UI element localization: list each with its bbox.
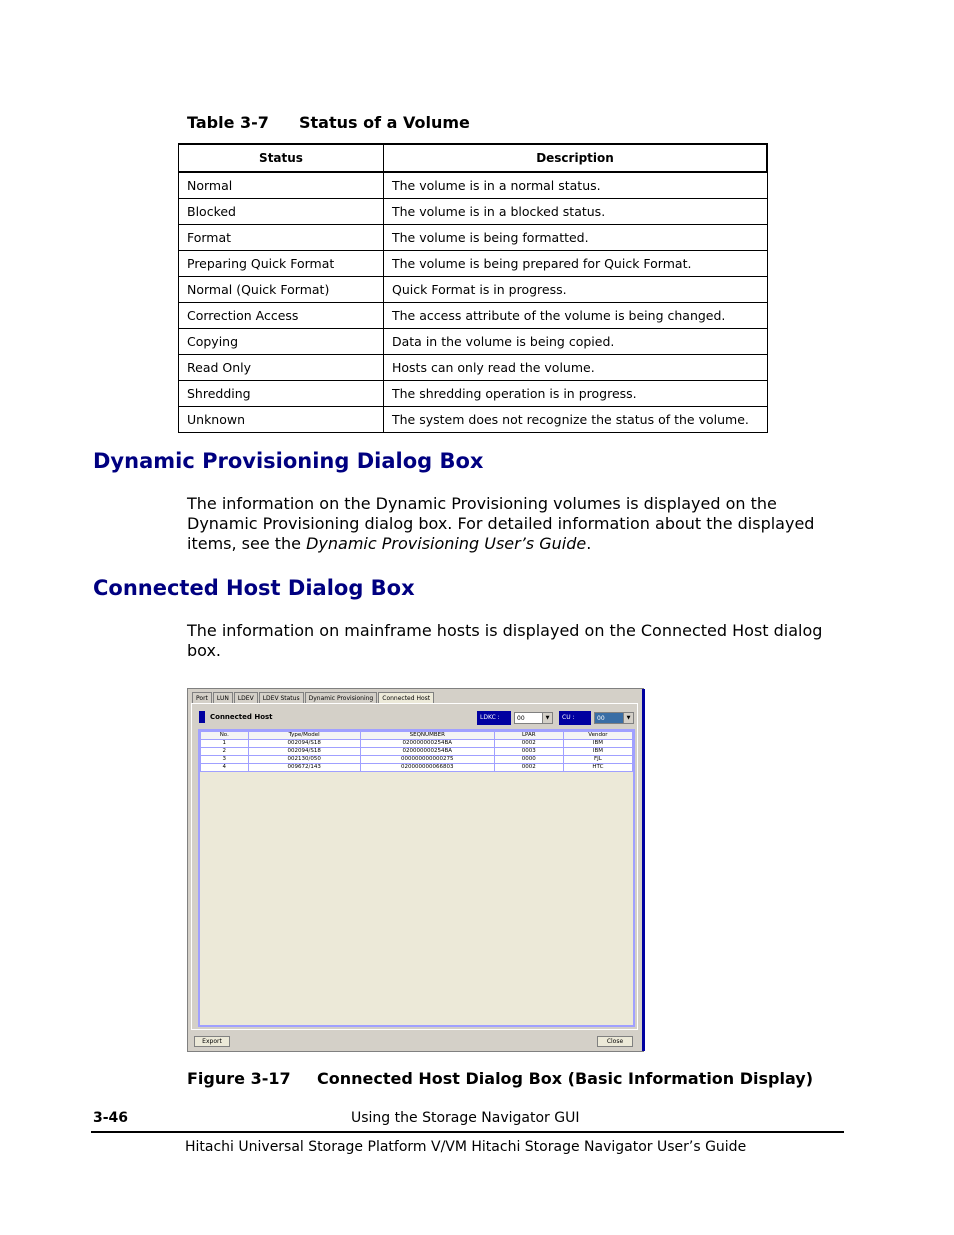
paragraph-end: .	[586, 534, 592, 553]
column-header-status: Status	[179, 144, 384, 172]
column-header[interactable]: LPAR	[494, 732, 563, 740]
host-cell: 3	[201, 756, 249, 764]
status-cell: Read Only	[179, 355, 384, 381]
table-row	[179, 407, 768, 433]
tab-port[interactable]: Port	[192, 692, 212, 704]
host-cell: 002094/S18	[248, 740, 360, 748]
status-cell: Unknown	[179, 407, 384, 433]
figure-caption	[187, 1069, 813, 1088]
host-cell: HTC	[563, 764, 632, 772]
description-cell: The access attribute of the volume is being changed.	[384, 303, 768, 329]
column-header-description: Description	[384, 144, 768, 172]
close-button[interactable]: Close	[597, 1036, 633, 1047]
table-row	[179, 355, 768, 381]
table-row	[179, 381, 768, 407]
description-cell: Data in the volume is being copied.	[384, 329, 768, 355]
table-caption	[187, 113, 470, 132]
host-cell: 020000000254BA	[360, 740, 494, 748]
host-cell: 002094/S18	[248, 748, 360, 756]
status-cell: Preparing Quick Format	[179, 251, 384, 277]
host-cell: 020000000066803	[360, 764, 494, 772]
cu-label: CU :	[559, 711, 591, 725]
status-cell: Format	[179, 225, 384, 251]
host-cell: FJL	[563, 756, 632, 764]
host-cell: IBM	[563, 740, 632, 748]
status-cell: Normal	[179, 172, 384, 199]
description-cell: Quick Format is in progress.	[384, 277, 768, 303]
table-row	[179, 172, 768, 199]
table-row	[179, 303, 768, 329]
guide-reference: Dynamic Provisioning User’s Guide	[306, 534, 587, 553]
table-row	[179, 277, 768, 303]
ldkc-select[interactable]	[514, 712, 553, 724]
status-cell: Correction Access	[179, 303, 384, 329]
host-row[interactable]	[201, 748, 633, 756]
column-header[interactable]: Type/Model	[248, 732, 360, 740]
description-cell: The volume is in a normal status.	[384, 172, 768, 199]
host-cell: 002130/050	[248, 756, 360, 764]
page-number: 3-46	[93, 1110, 129, 1126]
host-cell: 0000	[494, 756, 563, 764]
ldkc-value: 00	[517, 715, 525, 722]
table-number: Table 3-7	[187, 113, 269, 132]
cu-select[interactable]	[594, 712, 634, 724]
host-cell: 020000000254BA	[360, 748, 494, 756]
panel-caption: Connected Host	[210, 713, 273, 721]
description-cell: The volume is being formatted.	[384, 225, 768, 251]
host-cell: 000000000000275	[360, 756, 494, 764]
running-head: Using the Storage Navigator GUI	[351, 1110, 580, 1126]
section-heading-connected-host: Connected Host Dialog Box	[93, 576, 415, 600]
host-row[interactable]	[201, 740, 633, 748]
section-heading-dynamic-provisioning: Dynamic Provisioning Dialog Box	[93, 449, 484, 473]
ldkc-label: LDKC :	[477, 711, 511, 725]
caption-marker	[199, 711, 205, 723]
table-row	[179, 251, 768, 277]
export-button[interactable]: Export	[194, 1036, 230, 1047]
column-header[interactable]: Vendor	[563, 732, 632, 740]
host-cell: 0003	[494, 748, 563, 756]
chevron-down-icon[interactable]: ▼	[623, 713, 633, 723]
cu-value: 00	[597, 715, 605, 722]
status-cell: Copying	[179, 329, 384, 355]
description-cell: The volume is being prepared for Quick Format.	[384, 251, 768, 277]
host-cell: 0002	[494, 740, 563, 748]
host-row[interactable]	[201, 764, 633, 772]
tab-lun[interactable]: LUN	[213, 692, 233, 704]
description-cell: Hosts can only read the volume.	[384, 355, 768, 381]
host-cell: 1	[201, 740, 249, 748]
host-cell: 0002	[494, 764, 563, 772]
status-cell: Shredding	[179, 381, 384, 407]
tab-ldev-status[interactable]: LDEV Status	[259, 692, 304, 704]
tab-panel	[191, 703, 638, 1030]
table-row	[179, 225, 768, 251]
column-header[interactable]: SEQNUMBER	[360, 732, 494, 740]
connected-host-dialog	[187, 688, 644, 1052]
table-header-row	[179, 144, 768, 172]
section-paragraph-connected-host: The information on mainframe hosts is displayed on the Connected Host dialog box.	[187, 621, 823, 660]
chevron-down-icon[interactable]: ▼	[542, 713, 552, 723]
tab-ldev[interactable]: LDEV	[234, 692, 258, 704]
status-cell: Normal (Quick Format)	[179, 277, 384, 303]
guide-title: Hitachi Universal Storage Platform V/VM Hitachi Storage Navigator User’s Guide	[185, 1139, 747, 1155]
host-list[interactable]	[198, 729, 635, 1027]
status-cell: Blocked	[179, 199, 384, 225]
host-cell: 009672/143	[248, 764, 360, 772]
paragraph-text: The information on the Dynamic Provisioning volumes is displayed on the Dynamic Provisioning dialog box. For detailed information about the displayed items, see the	[187, 494, 815, 553]
description-cell: The system does not recognize the status of the volume.	[384, 407, 768, 433]
host-cell: 2	[201, 748, 249, 756]
section-paragraph-dynamic-provisioning	[187, 494, 847, 554]
table-row	[179, 329, 768, 355]
description-cell: The volume is in a blocked status.	[384, 199, 768, 225]
tab-connected-host[interactable]: Connected Host	[378, 692, 434, 704]
figure-title: Connected Host Dialog Box (Basic Information Display)	[317, 1069, 814, 1088]
column-header[interactable]: No.	[201, 732, 249, 740]
host-row[interactable]	[201, 756, 633, 764]
host-table	[200, 731, 633, 772]
tab-dynamic-provisioning[interactable]: Dynamic Provisioning	[305, 692, 378, 704]
table-row	[179, 199, 768, 225]
host-cell: 4	[201, 764, 249, 772]
window-border	[642, 689, 645, 1051]
host-cell: IBM	[563, 748, 632, 756]
status-table	[178, 143, 768, 433]
description-cell: The shredding operation is in progress.	[384, 381, 768, 407]
footer-divider	[91, 1131, 844, 1133]
figure-number: Figure 3-17	[187, 1069, 291, 1088]
host-table-header	[201, 732, 633, 740]
table-title: Status of a Volume	[299, 113, 470, 132]
